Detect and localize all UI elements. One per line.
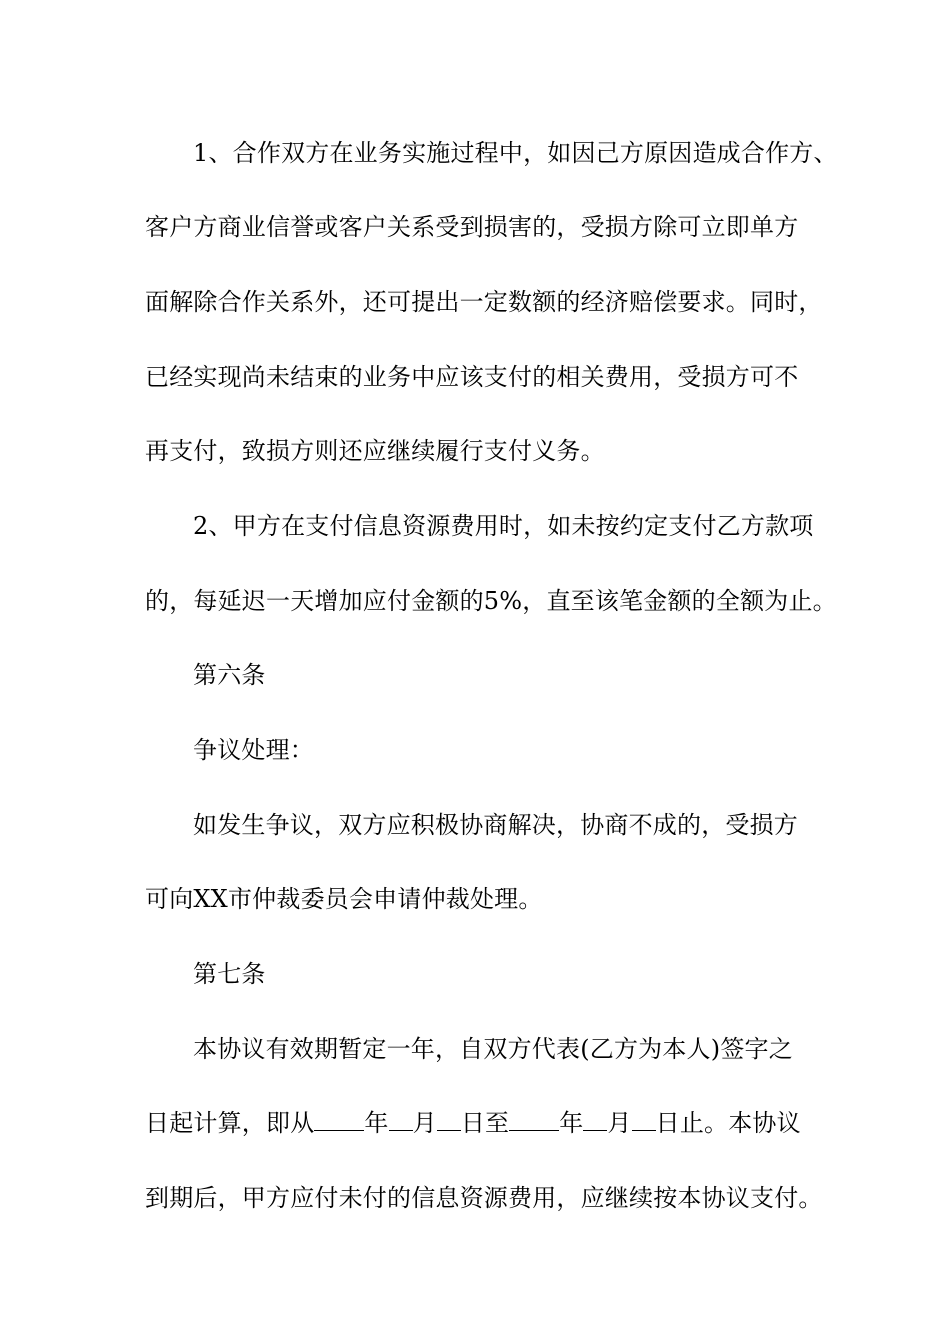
paragraph-line: 面解除合作关系外，还可提出一定数额的经济赔偿要求。同时，: [145, 288, 823, 316]
paragraph-line: 1、合作双方在业务实施过程中，如因己方原因造成合作方、: [193, 139, 838, 167]
date-line: [145, 1108, 845, 1138]
date-text: 日起计算，即从: [145, 1109, 315, 1137]
year-label: 年: [559, 1109, 584, 1137]
paragraph-line: 如发生争议，双方应积极协商解决，协商不成的，受损方: [193, 811, 798, 839]
paragraph-line: 可向XX市仲裁委员会申请仲裁处理。: [145, 885, 543, 913]
month-blank: [583, 1108, 607, 1131]
paragraph-line: 2、甲方在支付信息资源费用时，如未按约定支付乙方款项: [193, 512, 814, 540]
year-label: 年: [364, 1109, 389, 1137]
month-label: 月: [412, 1109, 437, 1137]
year-blank: [314, 1108, 364, 1131]
day-label: 日至: [460, 1109, 510, 1137]
article-heading: 第七条: [193, 960, 266, 988]
month-blank: [389, 1108, 413, 1131]
year-blank: [509, 1108, 559, 1131]
day-blank: [437, 1108, 461, 1131]
date-text: 日止。本协议: [655, 1109, 801, 1137]
paragraph-line: 的，每延迟一天增加应付金额的5%，直至该笔金额的全额为止。: [145, 587, 837, 615]
paragraph-line: 本协议有效期暂定一年，自双方代表(乙方为本人)签字之: [193, 1035, 793, 1063]
paragraph-line: 客户方商业信誉或客户关系受到损害的，受损方除可立即单方: [145, 213, 799, 241]
paragraph-line: 已经实现尚未结束的业务中应该支付的相关费用，受损方可不: [145, 363, 799, 391]
paragraph-line: 再支付，致损方则还应继续履行支付义务。: [145, 437, 605, 465]
article-heading: 第六条: [193, 661, 266, 689]
month-label: 月: [607, 1109, 632, 1137]
section-heading: 争议处理：: [193, 736, 314, 764]
day-blank: [632, 1108, 656, 1131]
paragraph-line: 到期后，甲方应付未付的信息资源费用，应继续按本协议支付。: [145, 1184, 823, 1212]
